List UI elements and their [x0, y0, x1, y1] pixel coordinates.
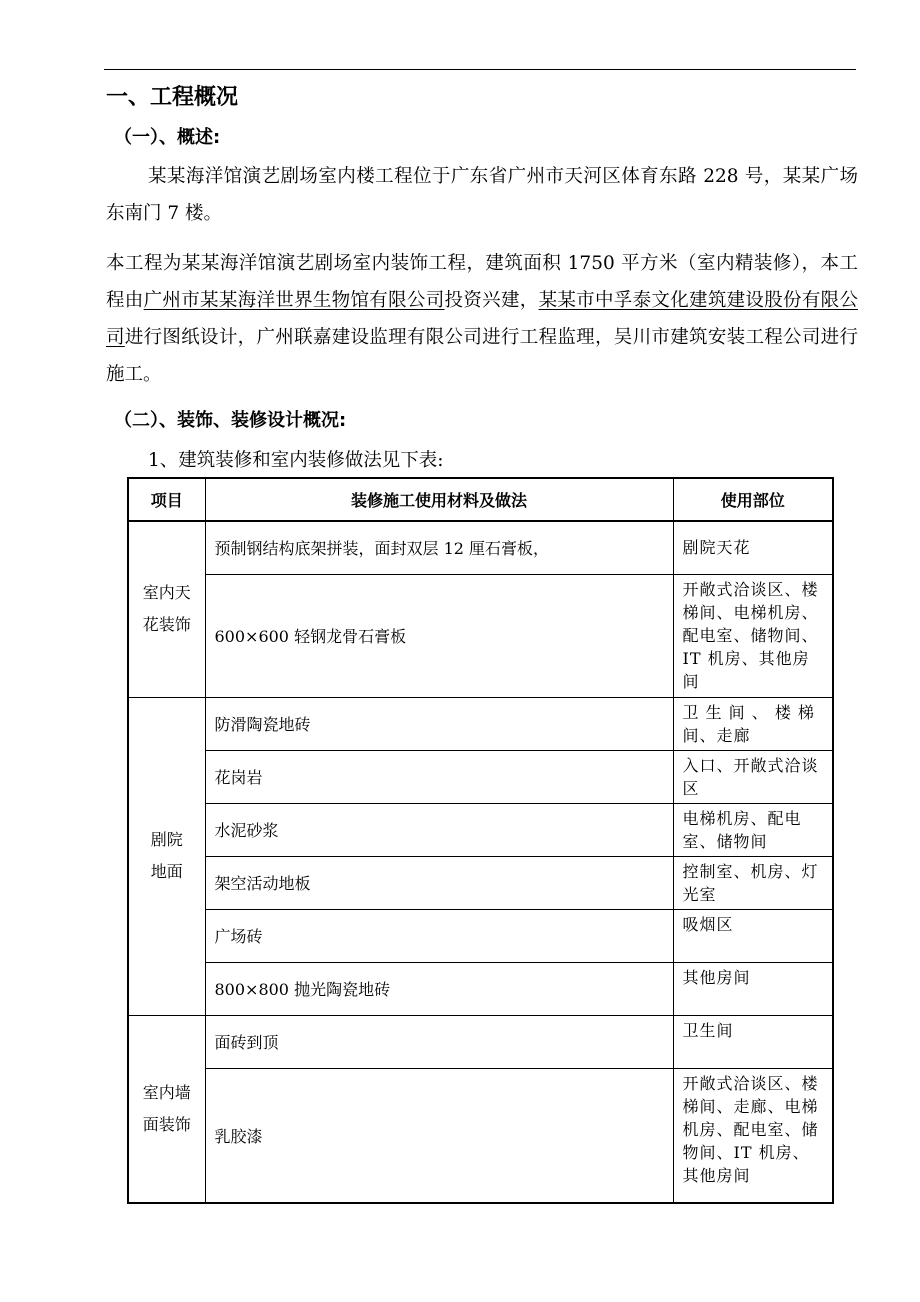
material-cell: 600×600 轻钢龙骨石膏板 — [205, 574, 673, 697]
table-row — [128, 909, 833, 962]
location-cell: 吸烟区 — [673, 909, 833, 962]
material-cell: 水泥砂浆 — [205, 803, 673, 856]
category-cell — [128, 697, 205, 1015]
material-cell: 防滑陶瓷地砖 — [205, 697, 673, 750]
location-cell: 控制室、机房、灯光室 — [673, 856, 833, 909]
category-cell — [128, 1015, 205, 1203]
column-header: 使用部位 — [673, 478, 833, 521]
section-heading-overview: 一、工程概况 — [106, 85, 239, 110]
table-row — [128, 574, 833, 697]
table-row — [128, 1015, 833, 1068]
material-cell: 面砖到顶 — [205, 1015, 673, 1068]
category-label: 室内天 — [142, 583, 191, 603]
material-cell: 预制钢结构底架拼装，面封双层 12 厘石膏板， — [205, 521, 673, 574]
material-cell: 架空活动地板 — [205, 856, 673, 909]
subsection-heading-design: （二）、装饰、装修设计概况: — [114, 410, 347, 431]
category-label: 面装饰 — [142, 1114, 191, 1134]
location-cell: 其他房间 — [673, 962, 833, 1015]
column-header: 项目 — [128, 478, 205, 521]
category-label: 室内墙 — [142, 1082, 191, 1102]
location-cell: 入口、开敞式洽谈区 — [673, 750, 833, 803]
category-label: 花装饰 — [142, 615, 191, 635]
table-row — [128, 803, 833, 856]
category-label: 地面 — [150, 862, 183, 881]
category-label: 剧院 — [150, 830, 183, 849]
location-cell: 剧院天花 — [673, 521, 833, 574]
paragraph-text: 进行图纸设计，广州联嘉建设监理有限公司进行工程监理，吴川市建筑安装工程公司进行施工。 — [106, 327, 858, 385]
subsection-heading-summary: （一）、概述: — [114, 127, 221, 148]
location-cell: 电梯机房、配电室、储物间 — [673, 803, 833, 856]
decoration-table — [127, 477, 834, 1204]
table-row — [128, 521, 833, 574]
investor-name: 广州市某某海洋世界生物馆有限公司 — [143, 290, 445, 311]
paragraph-text: 投资兴建， — [444, 290, 539, 311]
table-row — [128, 962, 833, 1015]
designer-name: 某某市中孚泰文化建筑建设股份有限公司 — [106, 290, 858, 348]
table-caption: 1、建筑装修和室内装修做法见下表: — [148, 450, 444, 471]
location-cell: 卫生间 — [673, 1015, 833, 1068]
material-cell: 乳胶漆 — [205, 1068, 673, 1203]
header-rule — [104, 69, 856, 70]
paragraph-project-info — [106, 245, 858, 393]
location-cell: 卫 生 间 、 楼 梯 间、走廊 — [673, 697, 833, 750]
table-header-row — [128, 478, 833, 521]
material-cell: 花岗岩 — [205, 750, 673, 803]
location-cell: 开敞式洽谈区、楼梯间、电梯机房、配电室、储物间、IT 机房、其他房间 — [673, 574, 833, 697]
paragraph-location: 某某海洋馆演艺剧场室内楼工程位于广东省广州市天河区体育东路 228 号，某某广场东南门 7 楼。 — [106, 166, 858, 224]
location-cell: 开敞式洽谈区、楼梯间、走廊、电梯机房、配电室、储物间、IT 机房、其他房间 — [673, 1068, 833, 1203]
paragraph-text: 本工程为某某海洋馆演艺剧场室内装饰工程，建筑面积 1750 平方米（室内精装修），本工程由 — [106, 253, 858, 311]
table-row — [128, 697, 833, 750]
table-row — [128, 750, 833, 803]
material-cell: 广场砖 — [205, 909, 673, 962]
table-row — [128, 1068, 833, 1203]
category-cell — [128, 521, 205, 697]
column-header: 装修施工使用材料及做法 — [205, 478, 673, 521]
table-row — [128, 856, 833, 909]
material-cell: 800×800 抛光陶瓷地砖 — [205, 962, 673, 1015]
